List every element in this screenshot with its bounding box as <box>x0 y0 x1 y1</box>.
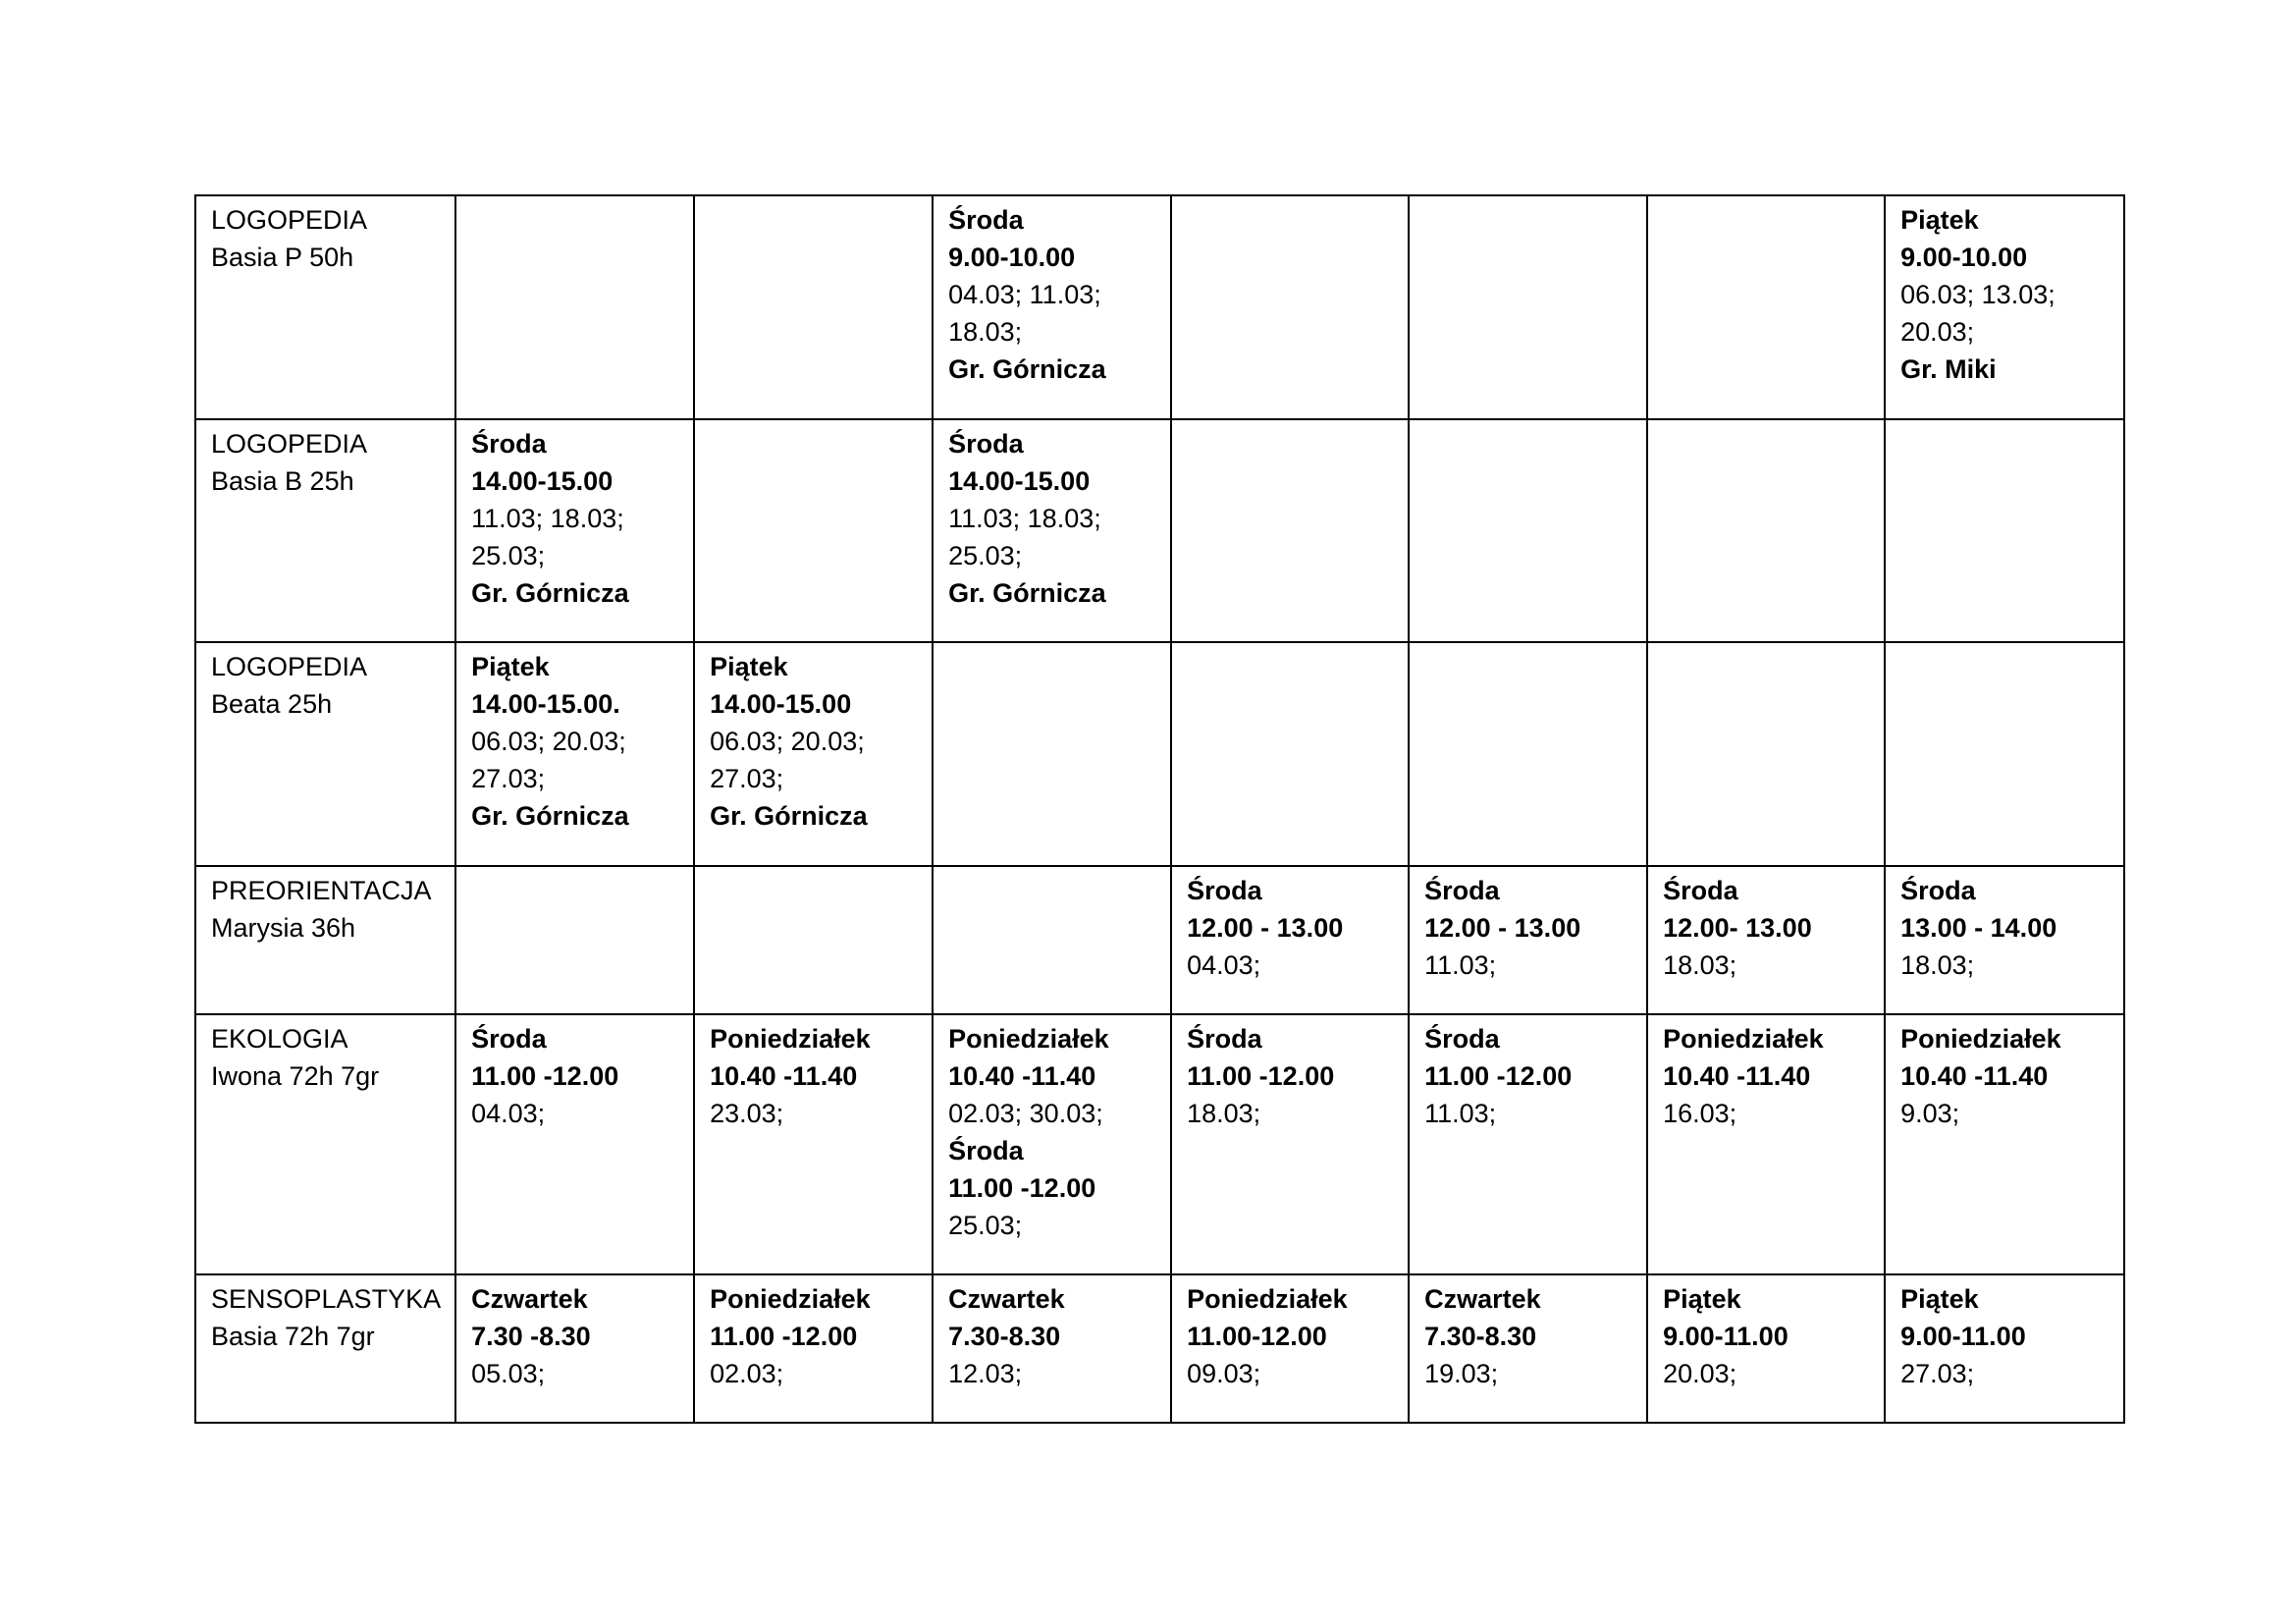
schedule-cell <box>694 419 933 642</box>
subject-cell <box>195 195 455 419</box>
schedule-heading-line: 12.00 - 13.00 <box>1187 913 1344 943</box>
schedule-heading-line: 14.00-15.00 <box>710 689 852 719</box>
schedule-date-line: 11.03; 18.03; <box>948 504 1101 533</box>
schedule-heading-line: 11.00 -12.00 <box>1187 1061 1335 1091</box>
schedule-heading-line: Środa <box>1187 876 1262 905</box>
schedule-date-line: 11.03; 18.03; <box>471 504 624 533</box>
schedule-cell <box>1885 1014 2124 1274</box>
schedule-cell <box>1171 1274 1409 1423</box>
schedule-cell <box>1409 1014 1647 1274</box>
schedule-heading-line: 11.00 -12.00 <box>710 1322 858 1351</box>
subject-name: LOGOPEDIA <box>211 652 368 681</box>
schedule-heading-line: Piątek <box>1663 1284 1741 1314</box>
schedule-cell <box>1171 866 1409 1014</box>
schedule-date-line: 11.03; <box>1424 1099 1497 1128</box>
schedule-heading-line: 11.00-12.00 <box>1187 1322 1327 1351</box>
schedule-heading-line: Czwartek <box>1424 1284 1541 1314</box>
schedule-cell <box>455 419 694 642</box>
schedule-heading-line: 9.00-10.00 <box>1900 243 2028 272</box>
schedule-heading-line: 14.00-15.00 <box>948 466 1091 496</box>
schedule-cell <box>455 1014 694 1274</box>
schedule-heading-line: Piątek <box>471 652 550 681</box>
schedule-row <box>195 195 2124 419</box>
schedule-cell <box>1171 419 1409 642</box>
schedule-cell <box>1409 419 1647 642</box>
schedule-heading-line: 10.40 -11.40 <box>1663 1061 1811 1091</box>
schedule-cell <box>1647 419 1885 642</box>
schedule-heading-line: 9.00-10.00 <box>948 243 1076 272</box>
schedule-heading-line: Poniedziałek <box>710 1024 871 1054</box>
teacher-hours: Basia 72h 7gr <box>211 1322 375 1351</box>
schedule-heading-line: Gr. Miki <box>1900 354 1997 384</box>
schedule-heading-line: 11.00 -12.00 <box>1424 1061 1573 1091</box>
subject-name: LOGOPEDIA <box>211 429 368 459</box>
schedule-heading-line: Gr. Górnicza <box>710 801 868 831</box>
schedule-heading-line: Środa <box>948 429 1024 459</box>
schedule-heading-line: Gr. Górnicza <box>471 578 629 608</box>
schedule-cell <box>933 866 1171 1014</box>
schedule-heading-line: Środa <box>471 1024 547 1054</box>
schedule-cell <box>694 642 933 866</box>
subject-name: SENSOPLASTYKA <box>211 1284 442 1314</box>
schedule-row <box>195 866 2124 1014</box>
schedule-date-line: 06.03; 20.03; <box>471 727 626 756</box>
schedule-heading-line: 10.40 -11.40 <box>710 1061 858 1091</box>
schedule-cell <box>1885 1274 2124 1423</box>
schedule-date-line: 18.03; <box>1187 1099 1261 1128</box>
schedule-cell <box>1409 1274 1647 1423</box>
schedule-heading-line: Gr. Górnicza <box>948 578 1106 608</box>
schedule-heading-line: Środa <box>1187 1024 1262 1054</box>
schedule-cell <box>455 195 694 419</box>
teacher-hours: Beata 25h <box>211 689 333 719</box>
schedule-cell <box>1409 642 1647 866</box>
schedule-cell <box>1647 1274 1885 1423</box>
schedule-heading-line: Poniedziałek <box>1663 1024 1824 1054</box>
schedule-date-line: 25.03; <box>948 1211 1023 1240</box>
schedule-date-line: 04.03; 11.03; <box>948 280 1101 309</box>
schedule-cell <box>933 1014 1171 1274</box>
schedule-date-line: 18.03; <box>1663 950 1737 980</box>
schedule-row <box>195 642 2124 866</box>
schedule-heading-line: 14.00-15.00. <box>471 689 620 719</box>
schedule-date-line: 25.03; <box>471 541 546 570</box>
schedule-date-line: 18.03; <box>1900 950 1975 980</box>
schedule-heading-line: Poniedziałek <box>1187 1284 1348 1314</box>
schedule-date-line: 02.03; 30.03; <box>948 1099 1103 1128</box>
schedule-heading-line: 10.40 -11.40 <box>948 1061 1096 1091</box>
schedule-date-line: 04.03; <box>471 1099 546 1128</box>
schedule-cell <box>1885 195 2124 419</box>
schedule-cell <box>694 866 933 1014</box>
schedule-cell <box>1647 866 1885 1014</box>
schedule-date-line: 12.03; <box>948 1359 1023 1388</box>
schedule-cell <box>1171 1014 1409 1274</box>
schedule-heading-line: 12.00- 13.00 <box>1663 913 1812 943</box>
schedule-heading-line: 9.00-11.00 <box>1663 1322 1789 1351</box>
schedule-heading-line: Piątek <box>1900 1284 1979 1314</box>
schedule-date-line: 23.03; <box>710 1099 784 1128</box>
schedule-body <box>195 195 2124 1423</box>
subject-cell <box>195 866 455 1014</box>
schedule-heading-line: Piątek <box>1900 205 1979 235</box>
schedule-cell <box>933 419 1171 642</box>
subject-cell <box>195 1274 455 1423</box>
schedule-date-line: 25.03; <box>948 541 1023 570</box>
schedule-date-line: 19.03; <box>1424 1359 1499 1388</box>
schedule-heading-line: Piątek <box>710 652 788 681</box>
schedule-cell <box>1171 642 1409 866</box>
schedule-date-line: 09.03; <box>1187 1359 1261 1388</box>
schedule-date-line: 20.03; <box>1663 1359 1737 1388</box>
schedule-date-line: 05.03; <box>471 1359 546 1388</box>
schedule-date-line: 06.03; 13.03; <box>1900 280 2056 309</box>
schedule-heading-line: Środa <box>948 205 1024 235</box>
schedule-heading-line: Gr. Górnicza <box>948 354 1106 384</box>
schedule-date-line: 27.03; <box>471 764 546 793</box>
schedule-date-line: 27.03; <box>710 764 784 793</box>
subject-name: LOGOPEDIA <box>211 205 368 235</box>
schedule-date-line: 16.03; <box>1663 1099 1737 1128</box>
schedule-heading-line: 7.30-8.30 <box>948 1322 1061 1351</box>
teacher-hours: Basia P 50h <box>211 243 354 272</box>
schedule-cell <box>455 642 694 866</box>
schedule-heading-line: Środa <box>1900 876 1976 905</box>
schedule-cell <box>1171 195 1409 419</box>
subject-cell <box>195 419 455 642</box>
schedule-date-line: 04.03; <box>1187 950 1261 980</box>
schedule-date-line: 02.03; <box>710 1359 784 1388</box>
schedule-cell <box>1647 642 1885 866</box>
schedule-cell <box>694 1274 933 1423</box>
schedule-cell <box>1647 1014 1885 1274</box>
schedule-heading-line: 9.00-11.00 <box>1900 1322 2026 1351</box>
schedule-heading-line: Poniedziałek <box>1900 1024 2061 1054</box>
schedule-cell <box>1885 866 2124 1014</box>
schedule-row <box>195 1014 2124 1274</box>
schedule-cell <box>933 1274 1171 1423</box>
schedule-cell <box>1885 642 2124 866</box>
schedule-heading-line: 10.40 -11.40 <box>1900 1061 2049 1091</box>
schedule-heading-line: 7.30-8.30 <box>1424 1322 1537 1351</box>
schedule-cell <box>455 1274 694 1423</box>
schedule-heading-line: Środa <box>1424 876 1500 905</box>
schedule-cell <box>455 866 694 1014</box>
schedule-heading-line: 12.00 - 13.00 <box>1424 913 1581 943</box>
schedule-heading-line: Środa <box>1424 1024 1500 1054</box>
schedule-heading-line: Poniedziałek <box>948 1024 1109 1054</box>
schedule-heading-line: Czwartek <box>948 1284 1065 1314</box>
teacher-hours: Iwona 72h 7gr <box>211 1061 380 1091</box>
schedule-cell <box>1409 195 1647 419</box>
schedule-date-line: 11.03; <box>1424 950 1497 980</box>
schedule-heading-line: 11.00 -12.00 <box>471 1061 619 1091</box>
schedule-cell <box>694 1014 933 1274</box>
schedule-cell <box>1885 419 2124 642</box>
schedule-heading-line: 11.00 -12.00 <box>948 1173 1096 1203</box>
schedule-heading-line: 14.00-15.00 <box>471 466 614 496</box>
schedule-heading-line: Środa <box>948 1136 1024 1165</box>
schedule-heading-line: Środa <box>1663 876 1738 905</box>
subject-name: EKOLOGIA <box>211 1024 348 1054</box>
schedule-heading-line: Czwartek <box>471 1284 588 1314</box>
schedule-cell <box>694 195 933 419</box>
schedule-row <box>195 1274 2124 1423</box>
schedule-row <box>195 419 2124 642</box>
schedule-cell <box>1409 866 1647 1014</box>
schedule-heading-line: 7.30 -8.30 <box>471 1322 591 1351</box>
schedule-date-line: 20.03; <box>1900 317 1975 347</box>
schedule-cell <box>1647 195 1885 419</box>
teacher-hours: Marysia 36h <box>211 913 356 943</box>
schedule-heading-line: 13.00 - 14.00 <box>1900 913 2057 943</box>
schedule-table <box>194 194 2125 1424</box>
schedule-cell <box>933 642 1171 866</box>
teacher-hours: Basia B 25h <box>211 466 354 496</box>
schedule-heading-line: Gr. Górnicza <box>471 801 629 831</box>
schedule-heading-line: Środa <box>471 429 547 459</box>
schedule-date-line: 9.03; <box>1900 1099 1960 1128</box>
subject-cell <box>195 1014 455 1274</box>
schedule-date-line: 27.03; <box>1900 1359 1975 1388</box>
schedule-cell <box>933 195 1171 419</box>
schedule-heading-line: Poniedziałek <box>710 1284 871 1314</box>
schedule-date-line: 06.03; 20.03; <box>710 727 865 756</box>
subject-cell <box>195 642 455 866</box>
schedule-date-line: 18.03; <box>948 317 1023 347</box>
subject-name: PREORIENTACJA <box>211 876 432 905</box>
